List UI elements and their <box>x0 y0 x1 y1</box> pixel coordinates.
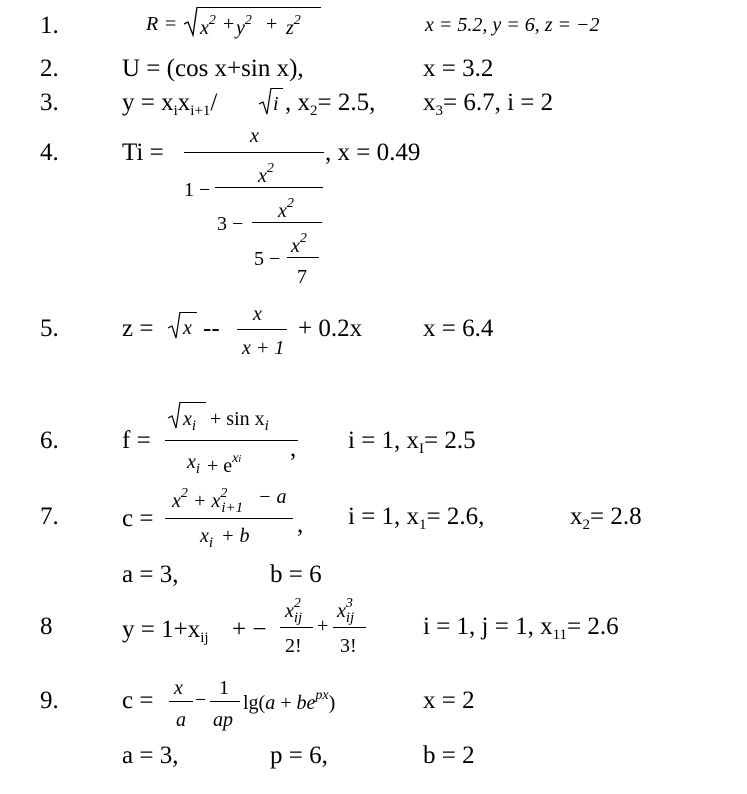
comma: , <box>297 511 304 538</box>
plus: + <box>223 13 235 35</box>
problem-number-3: 3. <box>40 89 59 116</box>
denominator-ap: ap <box>213 709 233 731</box>
problem-9-given: x = 2 <box>423 687 475 714</box>
fraction-bar <box>237 329 287 330</box>
problem-9-a: a = 3, <box>122 742 179 769</box>
xij-squared: $x^2_{ij}$ <box>285 596 303 626</box>
sqrt-sign <box>168 311 180 339</box>
problem-4-ti: Ti = <box>122 139 164 166</box>
var-x: x <box>174 677 183 699</box>
var-x-i: $x_i$ <box>183 408 197 434</box>
problem-7-b: b = 6 <box>270 561 322 588</box>
fraction-bar <box>165 518 293 519</box>
var-x: x <box>183 317 192 339</box>
var-z: $z^2$ <box>286 13 301 39</box>
var-a: a <box>176 709 186 731</box>
numerator-xi1: + $x^2_{i+1}$ <box>193 486 244 516</box>
minus: − <box>195 689 207 711</box>
fraction-bar-main <box>184 152 324 153</box>
problem-9-b: b = 2 <box>423 742 475 769</box>
problem-3-given: $x_3= 6.7$, i = 2 <box>423 89 554 119</box>
lg-expression: $\lg(a + be^{px})$ <box>243 688 336 714</box>
sqrt-bar <box>197 7 321 8</box>
var-x-squared: $x^2$ <box>258 161 274 187</box>
problem-6-given: i = 1, $x_I= 2.5$ <box>348 427 476 457</box>
problem-8-given: i = 1, j = 1, $x_{11}= 2.6$ <box>423 613 619 643</box>
numerator-a: − a <box>258 486 287 508</box>
denominator-x: $x_i$ <box>187 451 201 477</box>
problem-7-given-1: i = 1, $x_1= 2.6$, <box>348 503 485 533</box>
problem-3-formula: $y = x_ix_{i+1}/$ <box>122 89 218 119</box>
sqrt-bar <box>180 402 206 403</box>
fraction-bar <box>210 701 240 702</box>
five-minus: 5 − <box>254 248 281 270</box>
problem-number-4: 4. <box>40 139 59 166</box>
var-x: $x^2$ <box>200 13 216 39</box>
problem-number-7: 7. <box>40 503 59 530</box>
problem-number-2: 2. <box>40 55 59 82</box>
var-x: x <box>250 125 259 147</box>
problem-3-x2: , $x_2= 2.5$, <box>285 89 376 119</box>
problem-9-p: p = 6, <box>270 742 328 769</box>
double-dash: -- <box>203 315 220 342</box>
plus: + <box>317 615 329 637</box>
problem-7-given-2: $x_2= 2.8$ <box>570 503 642 533</box>
denominator-exp: + $e^{xi}$ <box>207 451 242 477</box>
problem-number-9: 9. <box>40 687 59 714</box>
var-x-squared: $x^2$ <box>278 196 294 222</box>
fraction-bar <box>165 440 298 441</box>
sin-x: + $\sin x_i$ <box>210 408 269 434</box>
var-x: x <box>253 303 262 325</box>
sqrt-sign <box>168 401 180 429</box>
fraction-bar-3 <box>252 222 322 223</box>
var-y: $y^2$ <box>236 13 252 39</box>
problem-5-given: x = 6.4 <box>423 315 494 342</box>
equals-sign: = <box>165 13 177 35</box>
numerator-xi2: $x^2$ <box>172 486 188 512</box>
problem-4-given: , x = 0.49 <box>325 139 421 166</box>
denominator-b: + b <box>221 525 250 547</box>
denominator-xi: $x_i$ <box>200 525 214 551</box>
comma: , <box>290 435 297 462</box>
three-factorial: 3! <box>340 635 357 657</box>
seven: 7 <box>297 266 307 288</box>
numerator-one: 1 <box>219 677 229 699</box>
problem-1-given: x = 5.2, y = 6, z = −2 <box>425 14 600 36</box>
problem-number-8: 8 <box>40 613 53 640</box>
problem-number-1: 1. <box>40 12 59 39</box>
fraction-bar-2 <box>215 187 323 188</box>
problem-7-c: c = <box>122 505 154 532</box>
problem-number-5: 5. <box>40 315 59 342</box>
plus-minus: + − <box>232 616 267 643</box>
fraction-bar-4 <box>287 257 319 258</box>
fraction-bar <box>333 627 366 628</box>
var-i: i <box>273 93 279 115</box>
problem-5-rest: + 0.2x <box>298 315 363 342</box>
problem-6-f: f = <box>122 427 151 454</box>
var-x-squared: $x^2$ <box>291 231 307 257</box>
xij-cubed: $x^3_{ij}$ <box>337 596 355 626</box>
fraction-bar <box>280 627 313 628</box>
problem-5-z: z = <box>122 315 154 342</box>
problem-8-y: $y = 1+x_{ij}$ <box>122 616 209 646</box>
fraction-bar <box>169 701 193 702</box>
problem-number-6: 6. <box>40 427 59 454</box>
sqrt-bar <box>180 312 197 313</box>
sqrt-bar <box>271 88 283 89</box>
denominator: x + 1 <box>242 337 285 359</box>
problem-2-formula: U = (cos x+sin x), <box>122 55 304 82</box>
plus: + <box>266 13 278 35</box>
problem-7-a: a = 3, <box>122 561 179 588</box>
var-r: R <box>146 13 159 35</box>
two-factorial: 2! <box>285 635 302 657</box>
sqrt-sign <box>259 87 271 115</box>
three-minus: 3 − <box>217 213 244 235</box>
one-minus: 1 − <box>184 179 211 201</box>
problem-2-given: x = 3.2 <box>423 55 494 82</box>
sqrt-sign <box>184 6 196 36</box>
problem-9-c: c = <box>122 687 154 714</box>
